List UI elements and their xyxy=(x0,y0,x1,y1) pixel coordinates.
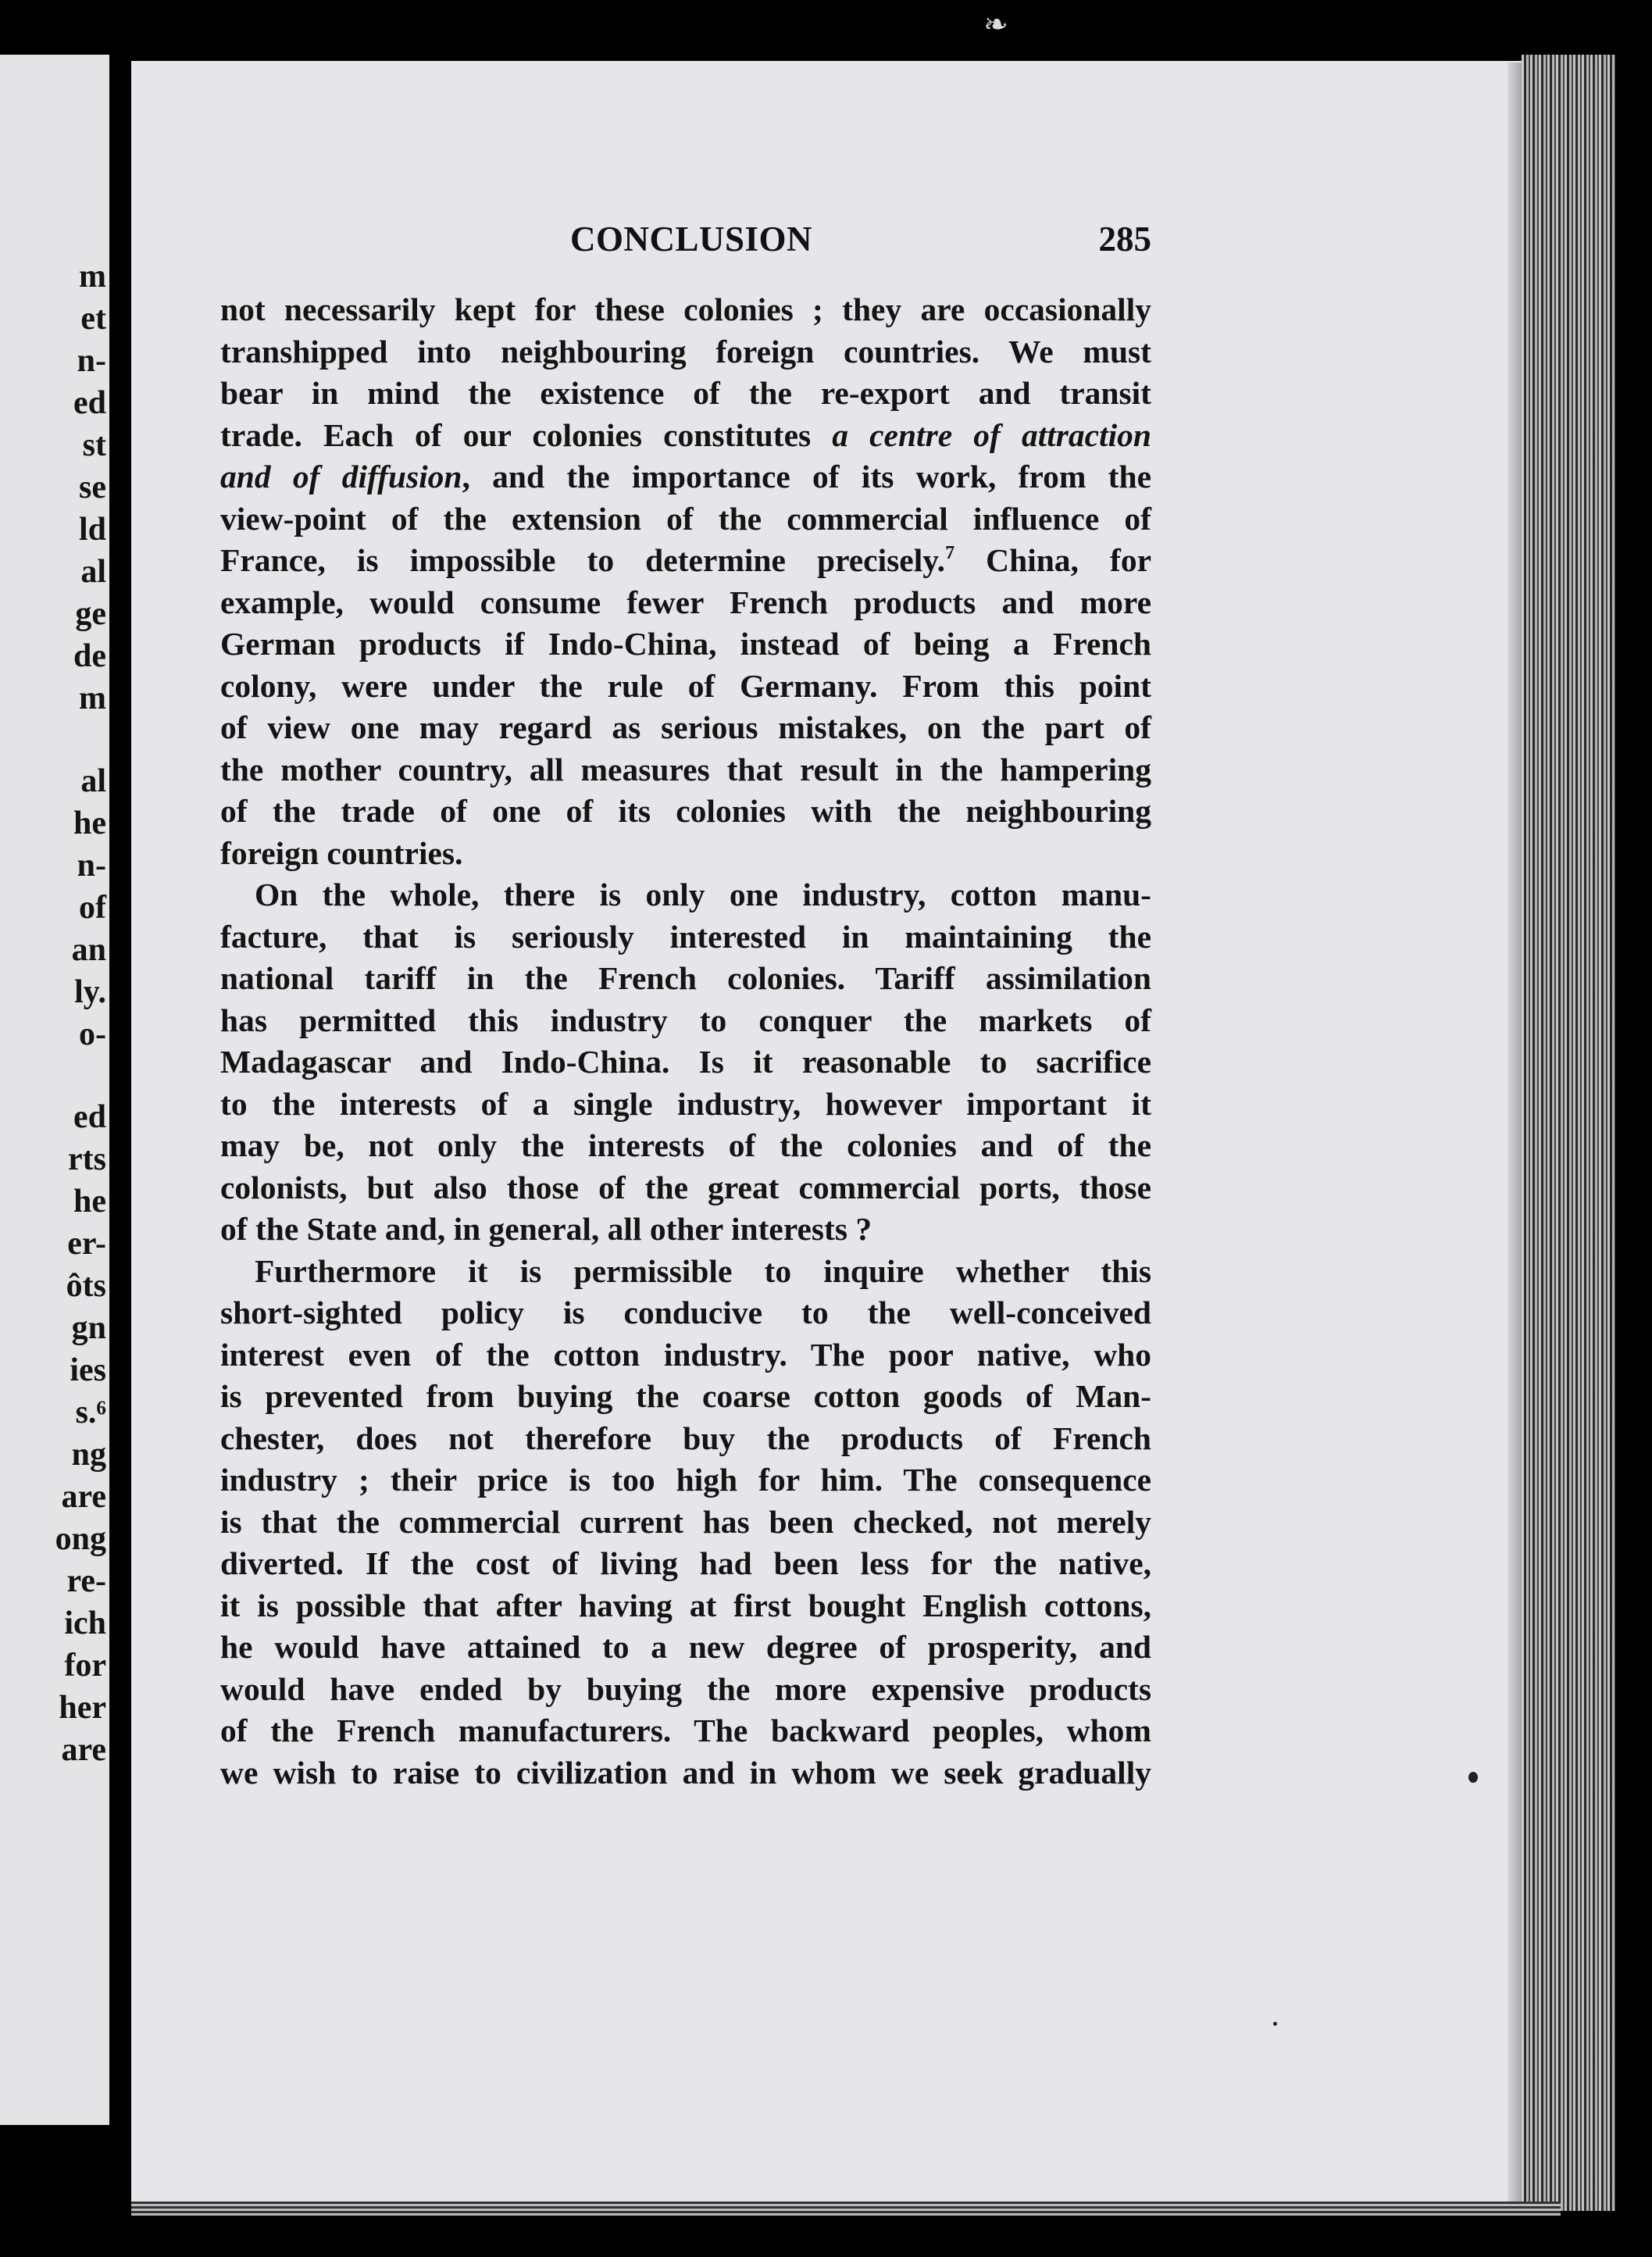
left-page-text-fragment: o- xyxy=(79,1016,106,1052)
left-page-text-fragment: he xyxy=(73,1184,106,1220)
left-page-text-fragment: n- xyxy=(77,848,106,884)
ink-speck-icon xyxy=(1468,1772,1478,1783)
italic-phrase: and of diffusion xyxy=(220,459,462,495)
left-page-text-fragment: al xyxy=(80,554,106,590)
left-page-text-fragment: ich xyxy=(64,1605,106,1641)
text-line: the mother country, all measures that result in the hampering xyxy=(220,751,1151,787)
footnote-marker: 7 xyxy=(945,543,955,563)
text-line: of view one may regard as serious mistakes, on the part of xyxy=(220,709,1151,745)
left-page-text-fragment: s.⁶ xyxy=(75,1395,106,1430)
text-line: of the trade of one of its colonies with the neighbouring xyxy=(220,793,1151,829)
left-page-text-fragment: ng xyxy=(71,1437,106,1473)
text-line: German products if Indo-China, instead of being a French xyxy=(220,626,1151,662)
left-page-text-fragment: are xyxy=(61,1479,106,1515)
left-page-text-fragment: rts xyxy=(68,1141,106,1177)
text-line: may be, not only the interests of the colonies and of the xyxy=(220,1127,1151,1163)
text-line: national tariff in the French colonies. Tariff assimilation xyxy=(220,960,1151,996)
text-line: Madagascar and Indo-China. Is it reasonable to sacrifice xyxy=(220,1044,1151,1080)
text-line: diverted. If the cost of living had been less for the native, xyxy=(220,1545,1151,1581)
text-segment: trade. Each of our colonies constitutes xyxy=(220,416,833,453)
text-line: is prevented from buying the coarse cotton goods of Man- xyxy=(220,1378,1151,1414)
text-segment: France, is impossible to determine precisely. xyxy=(220,542,946,578)
left-page-text-fragment: er- xyxy=(67,1226,106,1262)
ink-speck-icon xyxy=(1273,2022,1277,2026)
left-page-text-fragment: ed xyxy=(73,1099,106,1135)
left-page-text-fragment: of xyxy=(79,890,106,926)
top-margin-mark-icon: ❧ xyxy=(983,9,1008,41)
text-line: we wish to raise to civilization and in whom we seek gradually xyxy=(220,1754,1151,1791)
left-page-text-fragment: an xyxy=(71,932,106,968)
italic-phrase: a centre of attraction xyxy=(832,416,1151,453)
left-page-text-fragment: et xyxy=(80,301,106,337)
text-line: short-sighted policy is conducive to the well-conceived xyxy=(220,1295,1151,1330)
text-line xyxy=(220,456,1151,498)
text-line: colony, were under the rule of Germany. From this point xyxy=(220,667,1151,704)
left-page-text-fragment: ong xyxy=(55,1521,106,1557)
left-page-text-fragment: al xyxy=(80,763,106,799)
text-line: interest even of the cotton industry. The poor native, who xyxy=(220,1336,1151,1373)
left-page-text-fragment: gn xyxy=(71,1310,106,1346)
text-line: colonists, but also those of the great commercial ports, those xyxy=(220,1169,1151,1205)
left-page-text-fragment: m xyxy=(79,680,106,716)
text-segment: , and the importance of its work, from the xyxy=(462,459,1151,495)
text-line: he would have attained to a new degree of prosperity, and xyxy=(220,1629,1151,1665)
text-line: has permitted this industry to conquer the markets of xyxy=(220,1002,1151,1038)
left-page-text-fragment: st xyxy=(82,427,106,463)
left-page-text-fragment: her xyxy=(59,1690,106,1726)
left-page-text-fragment: ies xyxy=(70,1352,106,1388)
text-line: to the interests of a single industry, however important it xyxy=(220,1085,1151,1122)
running-head-title: CONCLUSION xyxy=(570,220,813,259)
text-segment: China, for xyxy=(954,542,1151,578)
left-facing-page xyxy=(0,55,109,2125)
page-bottom-edge xyxy=(131,2202,1561,2216)
left-page-text-fragment: se xyxy=(79,470,106,505)
page-stack-edge xyxy=(1522,55,1615,2211)
left-page-text-fragment: ge xyxy=(75,596,106,632)
text-line: of the State and, in general, all other interests ? xyxy=(220,1211,872,1247)
text-line: would have ended by buying the more expensive products xyxy=(220,1670,1151,1707)
left-page-text-fragment: de xyxy=(73,638,106,674)
running-header xyxy=(220,219,1151,266)
text-line: of the French manufacturers. The backward peoples, whom xyxy=(220,1712,1151,1748)
left-page-text-fragment: re- xyxy=(66,1563,106,1599)
text-line: facture, that is seriously interested in maintaining the xyxy=(220,918,1151,955)
text-line: example, would consume fewer French products and more xyxy=(220,584,1151,620)
text-line: industry ; their price is too high for him. The consequence xyxy=(220,1462,1151,1498)
left-page-text-fragment: he xyxy=(73,805,106,841)
left-page-text-fragment: ed xyxy=(73,385,106,421)
left-page-text-fragment: for xyxy=(64,1648,106,1684)
text-line: is that the commercial current has been checked, not merely xyxy=(220,1503,1151,1540)
text-line xyxy=(220,540,1151,582)
text-line: On the whole, there is only one industry, cotton manu- xyxy=(255,877,1151,912)
text-line xyxy=(220,415,1151,457)
text-line: bear in mind the existence of the re-export and transit xyxy=(220,375,1151,411)
page-number: 285 xyxy=(1098,220,1151,259)
left-page-text-fragment: ly. xyxy=(74,974,106,1010)
left-page-text-fragment: are xyxy=(61,1732,106,1768)
text-line: it is possible that after having at first bought English cottons, xyxy=(220,1587,1151,1623)
text-line: transhipped into neighbouring foreign countries. We must xyxy=(220,333,1151,370)
body-text xyxy=(220,289,1151,1794)
left-page-text-fragment: n- xyxy=(77,343,106,379)
left-page-text-fragment: ôts xyxy=(66,1268,106,1304)
text-line: Furthermore it is permissible to inquire whether this xyxy=(255,1252,1151,1289)
text-line: not necessarily kept for these colonies ; they are occasionally xyxy=(220,291,1151,327)
text-line: view-point of the extension of the commercial influence of xyxy=(220,500,1151,537)
text-line: chester, does not therefore buy the products of French xyxy=(220,1420,1151,1456)
left-page-text-fragment: m xyxy=(79,259,106,295)
text-line: foreign countries. xyxy=(220,834,463,871)
left-page-text-fragment: ld xyxy=(78,512,106,548)
